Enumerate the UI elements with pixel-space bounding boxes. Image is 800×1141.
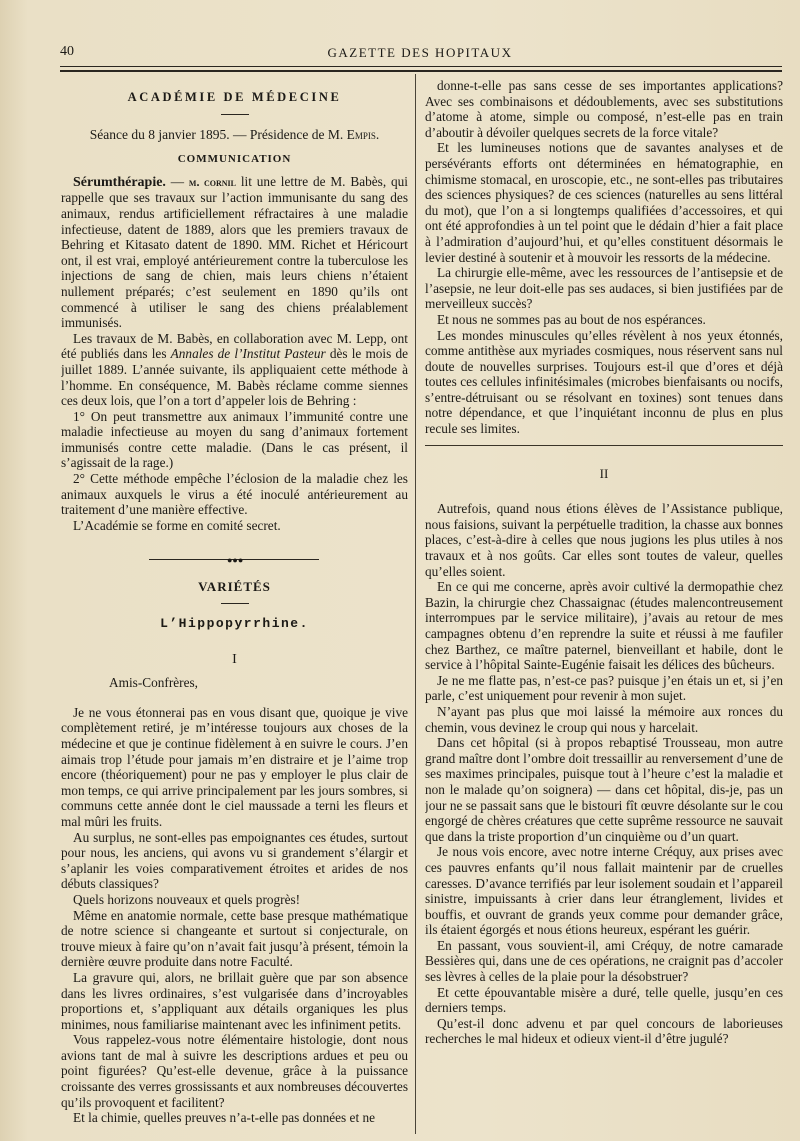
paragraph: La gravure qui, alors, ne brillait guère que par son absence dans les livres ordinaires, s’est vulgarisée dans d’incroyables proportions et, s’appliquant aux détails organiques les plus minimes, nous familiarise maintenant avec les infiniment petits. xyxy=(61,969,408,1032)
paragraph: Les mondes minuscules qu’elles révèlent à nos yeux étonnés, comme antithèse aux myriades cosmiques, nous réservent sans nul doute de nouvelles surprises. Toujours est-il que d’ores et déjà toutes ces cellules infinitésimales (microbes bienfaisants ou nocifs, s’entre-détruisant ou se résolvant en toxines) sont tenues dans notre dépendance, et que l’inquiétant inconnu de plus en plus recule ses limites. xyxy=(425,327,783,437)
right-paragraphs-part2 xyxy=(425,501,783,1047)
paragraph: La chirurgie elle-même, avec les ressources de l’antisepsie et de l’asepsie, ne leur doit-elle pas ses audaces, si bien justifiées par de merveilleux succès? xyxy=(425,265,783,312)
right-paragraphs-part1 xyxy=(425,78,783,437)
salutation: Amis-Confrères, xyxy=(109,675,198,691)
left-column xyxy=(61,84,408,1136)
left-paragraphs xyxy=(61,705,408,1126)
author-name: m. cornil xyxy=(188,174,236,189)
paragraph: Sérumthérapie. — m. cornil lit une lettre de M. Babès, qui rappelle que ses travaux sur l’action immunisante du sang des animaux, rendus artificiellement réfractaires à une maladie infectieuse, datent de 1889, alors que les premiers travaux de Behring et Kitasato datent de 1890. MM. Richet et Héricourt ont, il est vrai, employé antérieurement contre la tuberculose les injections de sang de chien, mais leurs chiens n’étaient nullement préparés; c’est seulement en 1890 qu’ils ont commencé à utiliser le sang des chiens préalablement immunisés. xyxy=(61,173,408,331)
paragraph: Dans cet hôpital (si à propos rebaptisé Trousseau, mon autre grand maître dont l’ombre doit tressaillir au renversement d’une de ses maximes principales, puisque tout à l’heure c’est la maladie et non le malade qu’on soignera) — dans cet hôpital, dis-je, pas un jour ne se passait sans que le bistouri fît œuvre désolante sur le cou engorgé de chères créatures que cette suprême ressource ne sauvait que dans la triste proportion d’un cinquième ou d’un quart. xyxy=(425,735,783,844)
run-in-heading: Sérumthérapie. xyxy=(73,174,166,190)
paragraph: Je ne me flatte pas, n’est-ce pas? puisque j’en étais un et, si j’en parle, c’est uniquement pour revenir à mon sujet. xyxy=(425,672,783,704)
ornament-divider xyxy=(61,555,408,566)
paragraph: En ce qui me concerne, après avoir cultivé la dermopathie chez Bazin, la chirurgie chez Chassaignac (études malencontreusement interrompues par le service militaire), j’avais au retour de mes campagnes obtenu d’en reprendre la suite et réussi à me faufiler chez Barthez, ce maître paternel, bienveillant et habile, dont le service à l’hôpital Sainte-Eugénie faisait les délices des bûcheurs. xyxy=(425,579,783,673)
paragraph: Et nous ne sommes pas au bout de nos espérances. xyxy=(437,311,706,327)
paragraph: donne-t-elle pas sans cesse de ses importantes applications? Avec ses combinaisons et dédoublements, avec ses substitutions d’atome à atome, simple ou composé, n’est-elle pas en train d’aboutir à dévoiler quelques secrets de la force vitale? xyxy=(425,78,783,140)
paragraph: Les travaux de M. Babès, en collaboration avec M. Lepp, ont été publiés dans les Annales de l’Institut Pasteur dès le mois de juillet 1889. L’année suivante, ils appliquaient cette méthode à l’homme. En conséquence, M. Babès réclame comme siennes ces deux lois, que l’on a tort d’appeler lois de Behring : xyxy=(61,330,408,409)
paragraph: N’ayant pas plus que moi laissé la mémoire aux ronces du chemin, vous devinez le croup qui nous y harcelait. xyxy=(425,703,783,735)
paragraph: 1° On peut transmettre aux animaux l’immunité contre une maladie infectieuse au moyen du sang d’animaux fortement immunisés contre cette maladie. (Dans le cas présent, il s’agissait de la rage.) xyxy=(61,408,408,471)
paragraph: Et la chimie, quelles preuves n’a-t-elle pas données et ne xyxy=(73,1110,376,1126)
paragraph: Quels horizons nouveaux et quels progrès! xyxy=(73,891,301,907)
column-divider xyxy=(415,74,416,1134)
varietes-heading: VARIÉTÉS xyxy=(198,579,271,595)
paragraph: L’Académie se forme en comité secret. xyxy=(73,517,281,533)
paragraph: Qu’est-il donc advenu et par quel concours de laborieuses recherches le mal hideux et odieux vient-il d’être jugulé? xyxy=(425,1015,783,1047)
session-line: Séance du 8 janvier 1895. — Présidence de M. Empis. xyxy=(89,126,380,142)
part-numeral: II xyxy=(599,465,609,481)
page-number: 40 xyxy=(60,44,74,59)
communication-heading: COMMUNICATION xyxy=(177,153,292,166)
part-numeral: I xyxy=(232,651,237,667)
right-column xyxy=(425,78,783,1136)
ornament-icon: ●●● xyxy=(227,555,244,566)
paragraph: Au surplus, ne sont-elles pas empoignantes ces études, surtout pour nous, les anciens, qui avons vu si grandement s’élargir et s’aplanir les voies comparativement étroites et arides de nos débuts classiques? xyxy=(61,829,408,892)
paragraph: En passant, vous souvient-il, ami Créquy, de notre camarade Bessières qui, dans une de ces opérations, ne craignit pas d’accoler ses lèvres à celles de la plaie pour la désobstruer? xyxy=(425,937,783,985)
president-name: Empis. xyxy=(346,126,380,142)
page-header xyxy=(60,44,780,66)
journal-title: Annales de l’Institut Pasteur xyxy=(170,346,326,362)
header-rule xyxy=(60,66,782,67)
header-rule-thick xyxy=(60,70,782,72)
section-divider-rule xyxy=(425,445,783,446)
paragraph: Je ne vous étonnerai pas en vous disant que, quoique je vive complètement retiré, je m’intéresse toujours aux choses de la médecine et que je continue fidèlement à en suivre le cours. J’en aimais trop l’étude pour jamais m’en distraire et je l’aime trop encore (théoriquement) pour ne pas y employer le plus clair de mon temps, ce qui arrive principalement par les jours sombres, si communs cette année dont le ciel maussade a terni les fleurs et mal mûri les fruits. xyxy=(61,704,408,829)
paragraph: Et les lumineuses notions que de savantes analyses et de persévérants efforts ont déterminées en hématographie, en chimisme stomacal, en uroscopie, etc., ne sont-elles pas tributaires des sciences physiques? de ces sciences (naturelles au sens littéral du mot), que l’on a si longtemps qualifiées d’accessoires, et qui ont été approfondies à un tel point que le dédain d’hier a fait place à l’admiration d’aujourd’hui, et qu’elles constituent désormais le levier destiné à soutenir et à mouvoir les ressorts de la médecine. xyxy=(425,140,783,265)
section-rule xyxy=(221,603,249,604)
paragraph: Même en anatomie normale, cette base presque mathématique de notre science si changeante et surtout si conjecturale, on trouve mieux à faire qu’on n’avait fait jusqu’à présent, témoin la dernière œuvre produite dans notre Faculté. xyxy=(61,907,408,970)
article-title: L’Hippopyrrhine. xyxy=(160,616,309,632)
paragraph: Je nous vois encore, avec notre interne Créquy, aux prises avec ces pauvres enfants qu’il nous fallait maintenir par de cruelles caresses. D’avance terrifiés par leur isolement soudain et l’appareil sinistre, impuissants à crier dans leur étranglement, livides et bouffis, et ouvrant de grands yeux comme pour demander grâce, ils étaient égorgés et nous étions heureux, espérant les guérir. xyxy=(425,844,783,938)
paragraph: Autrefois, quand nous étions élèves de l’Assistance publique, nous faisions, suivant la perpétuelle tradition, la chasse aux bonnes places, c’est-à-dire à celles que nous jugions les plus utiles à nos travaux et à nos goûts. Car elles sont toutes de valeur, quelles qu’elles soient. xyxy=(425,501,783,579)
running-title: GAZETTE DES HOPITAUX xyxy=(327,45,513,60)
section-rule xyxy=(221,114,249,115)
paragraph: Vous rappelez-vous notre élémentaire histologie, dont nous avions tant de mal à suivre les descriptions ardues et peu ou point figurées? Qu’est-elle devenue, grâce à la puissance croissante des verres grossissants et aux nombreuses découvertes qu’ils provoquent et facilitent? xyxy=(61,1032,408,1110)
paragraph: Et cette épouvantable misère a duré, telle quelle, jusqu’en ces derniers temps. xyxy=(425,984,783,1016)
paragraph: 2° Cette méthode empêche l’éclosion de la maladie chez les animaux auxquels le virus a été inoculé antérieurement au traitement d’une manière effective. xyxy=(61,471,408,518)
academie-heading: ACADÉMIE DE MÉDECINE xyxy=(127,90,342,104)
